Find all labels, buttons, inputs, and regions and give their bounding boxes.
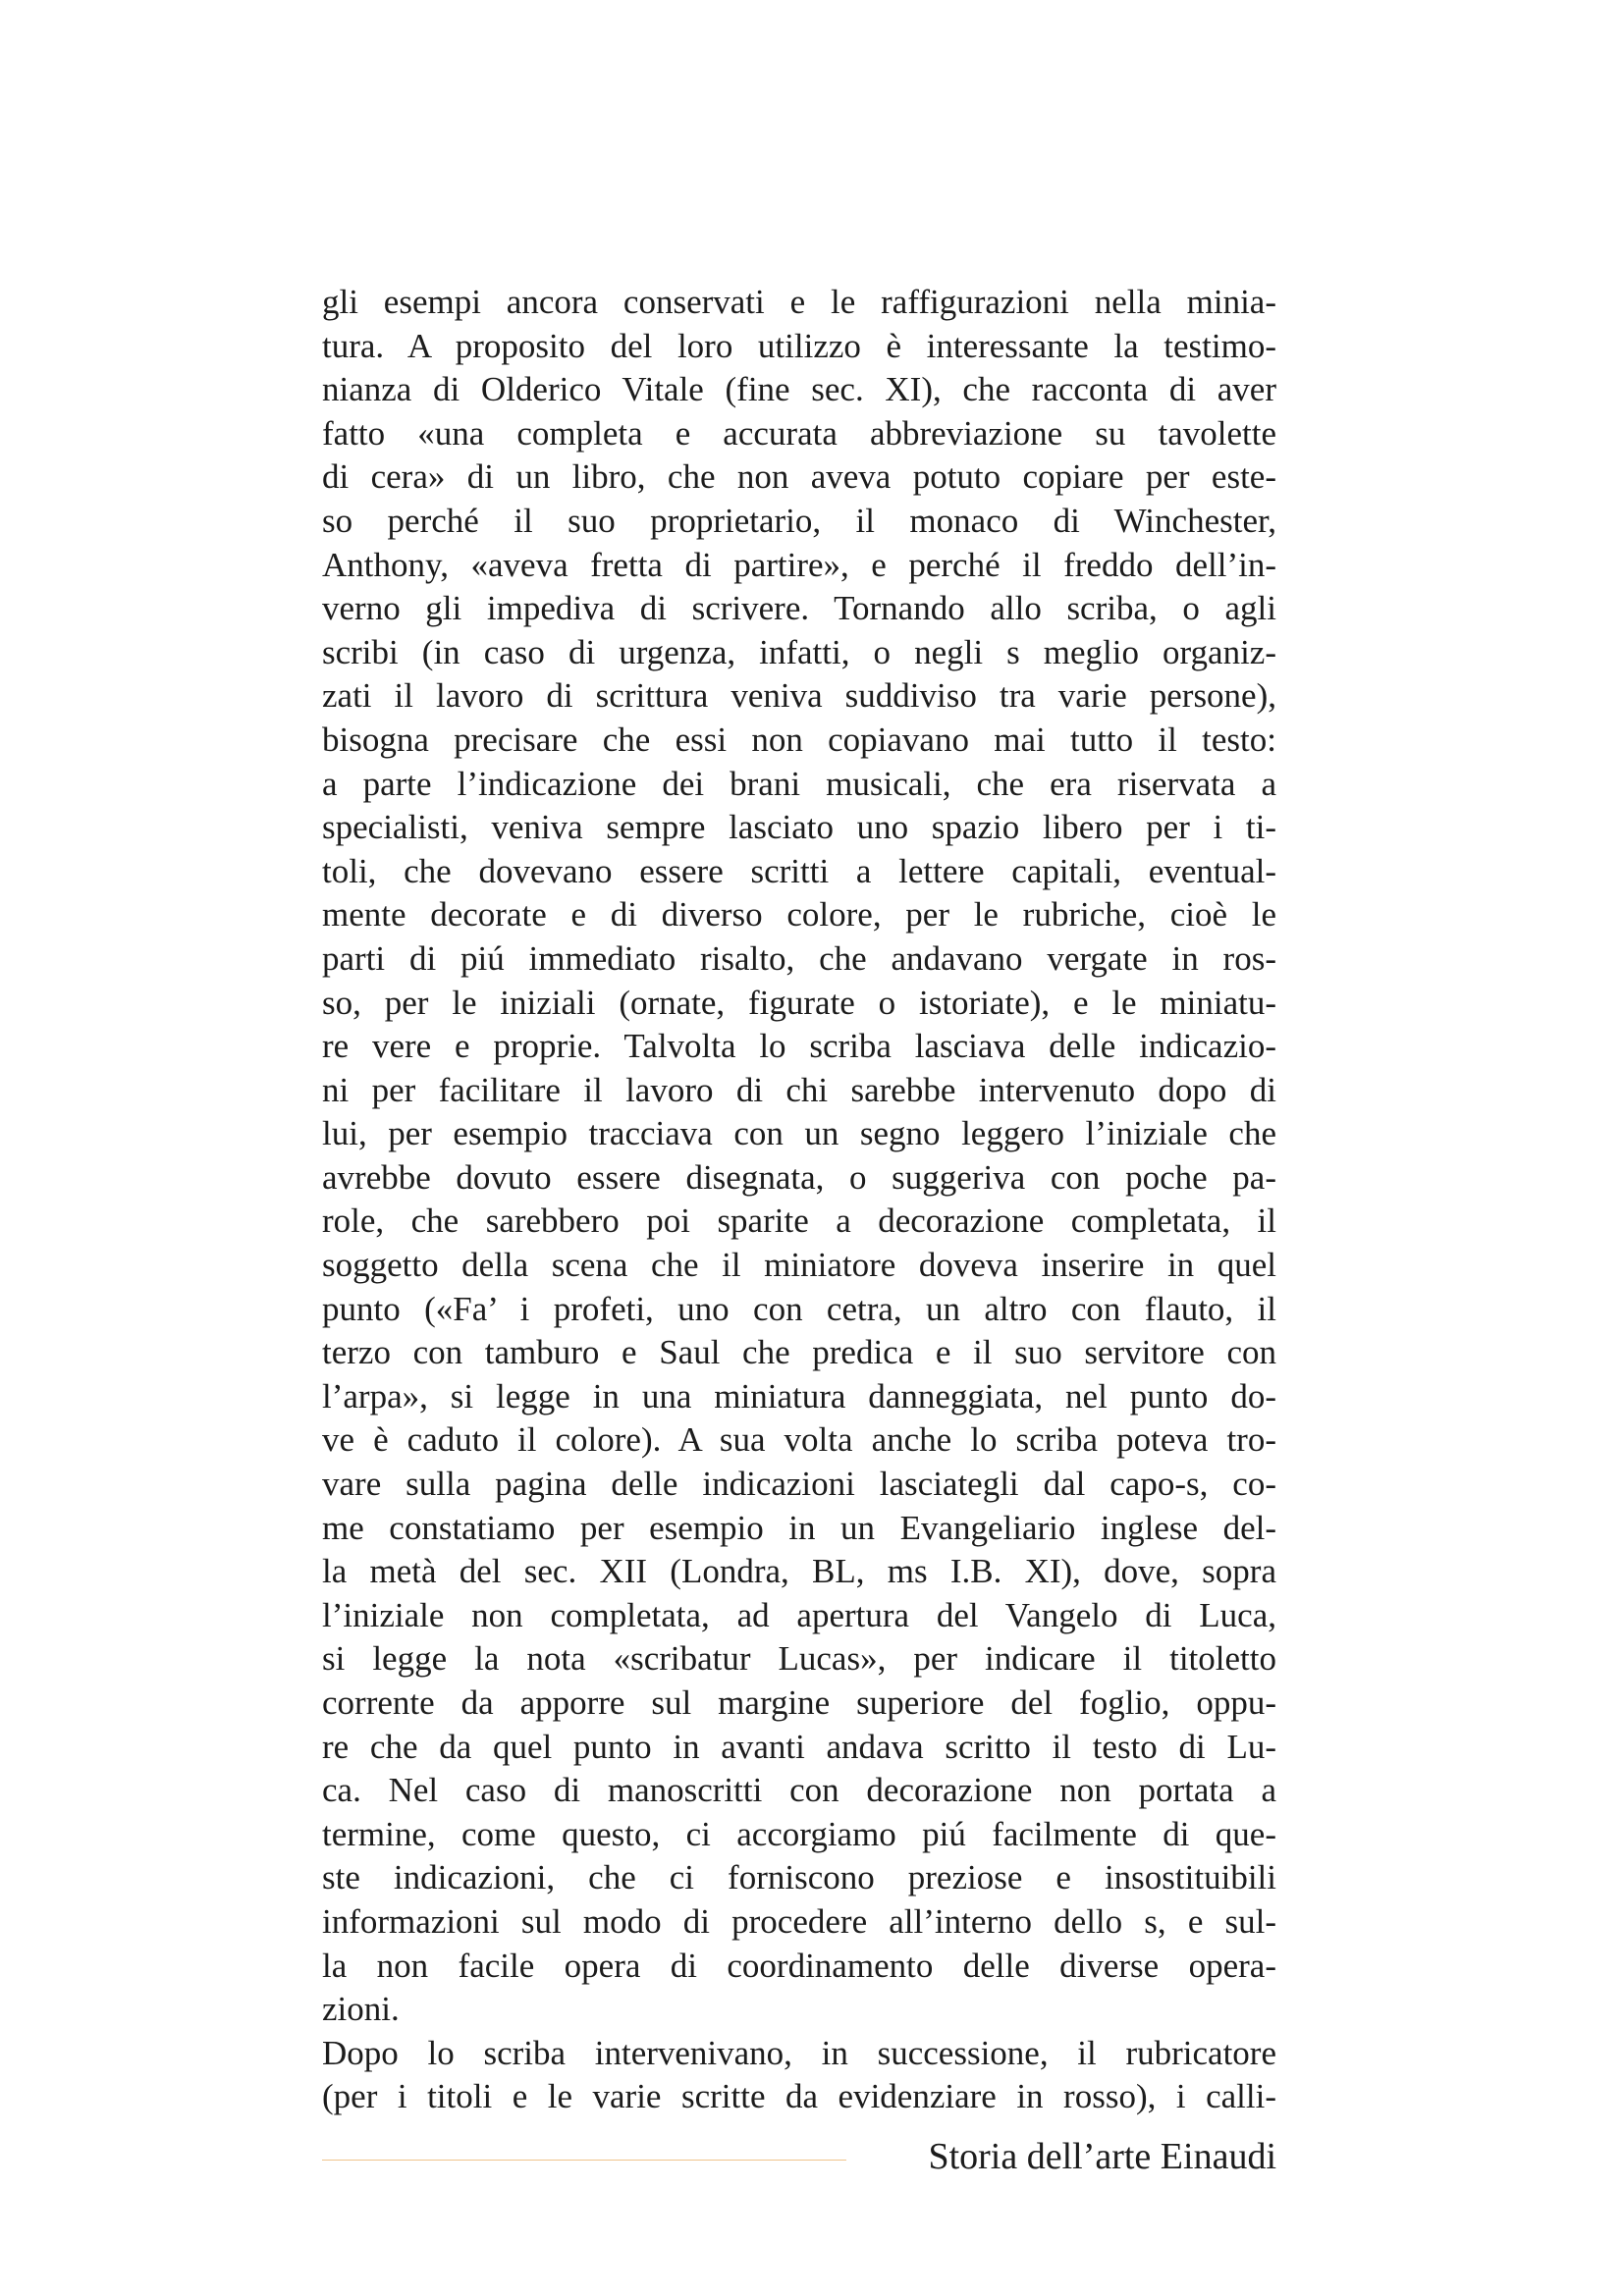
text-line: zati il lavoro di scrittura veniva suddiviso tra varie persone), <box>322 676 1276 716</box>
text-line: ca. Nel caso di manoscritti con decorazione non portata a <box>322 1771 1276 1810</box>
text-line: scribi (in caso di urgenza, infatti, o negli s meglio organiz- <box>322 632 1276 671</box>
text-line: Dopo lo scriba intervenivano, in successione, il rubricatore <box>322 2033 1276 2072</box>
text-line: terzo con tamburo e Saul che predica e il suo servitore con <box>322 1333 1276 1372</box>
text-line: ni per facilitare il lavoro di chi sarebbe intervenuto dopo di <box>322 1070 1276 1109</box>
text-line: specialisti, veniva sempre lasciato uno spazio libero per i ti- <box>322 808 1276 847</box>
text-line: soggetto della scena che il miniatore doveva inserire in quel <box>322 1246 1276 1285</box>
text-line: a parte l’indicazione dei brani musicali, che era riservata a <box>322 764 1276 803</box>
text-line: so, per le iniziali (ornate, figurate o istoriate), e le miniatu- <box>322 983 1276 1022</box>
text-line: Anthony, «aveva fretta di partire», e perché il freddo dell’in- <box>322 545 1276 584</box>
footer-title: Storia dell’arte Einaudi <box>928 2136 1276 2177</box>
text-line: ste indicazioni, che ci forniscono preziose e insostituibili <box>322 1858 1276 1897</box>
text-line: la metà del sec. XII (Londra, BL, ms I.B. XI), dove, sopra <box>322 1552 1276 1591</box>
body-text <box>322 281 1276 2119</box>
text-line: mente decorate e di diverso colore, per le rubriche, cioè le <box>322 895 1276 934</box>
text-line: role, che sarebbero poi sparite a decorazione completata, il <box>322 1201 1276 1241</box>
text-line: nianza di Olderico Vitale (fine sec. XI), che racconta di aver <box>322 370 1276 409</box>
text-line: fatto «una completa e accurata abbreviazione su tavolette <box>322 413 1276 453</box>
text-line: me constatiamo per esempio in un Evangeliario inglese del- <box>322 1508 1276 1547</box>
text-line: ve è caduto il colore). A sua volta anche lo scriba poteva tro- <box>322 1420 1276 1460</box>
text-line: la non facile opera di coordinamento delle diverse opera- <box>322 1946 1276 1985</box>
footer-rule <box>322 2160 846 2161</box>
text-line: re vere e proprie. Talvolta lo scriba lasciava delle indicazio- <box>322 1027 1276 1066</box>
text-line: avrebbe dovuto essere disegnata, o suggeriva con poche pa- <box>322 1157 1276 1197</box>
text-line: termine, come questo, ci accorgiamo piú facilmente di que- <box>322 1814 1276 1853</box>
text-line: (per i titoli e le varie scritte da evidenziare in rosso), i calli- <box>322 2077 1276 2116</box>
text-line: informazioni sul modo di procedere all’interno dello s, e sul- <box>322 1901 1276 1941</box>
text-line: gli esempi ancora conservati e le raffigurazioni nella minia- <box>322 283 1276 321</box>
text-line: zioni. <box>322 1990 400 2029</box>
text-line: tura. A proposito del loro utilizzo è interessante la testimo- <box>322 326 1276 365</box>
text-line: bisogna precisare che essi non copiavano mai tutto il testo: <box>322 720 1276 759</box>
text-line: verno gli impediva di scrivere. Tornando allo scriba, o agli <box>322 589 1276 628</box>
text-line: si legge la nota «scribatur Lucas», per indicare il titoletto <box>322 1639 1276 1679</box>
text-line: re che da quel punto in avanti andava scritto il testo di Lu- <box>322 1727 1276 1766</box>
text-line: vare sulla pagina delle indicazioni lasciategli dal capo-s, co- <box>322 1465 1276 1504</box>
text-line: toli, che dovevano essere scritti a lettere capitali, eventual- <box>322 851 1276 890</box>
text-line: lui, per esempio tracciava con un segno leggero l’iniziale che <box>322 1114 1276 1153</box>
text-line: l’iniziale non completata, ad apertura del Vangelo di Luca, <box>322 1595 1276 1634</box>
text-line: l’arpa», si legge in una miniatura danneggiata, nel punto do- <box>322 1376 1276 1415</box>
text-line: parti di piú immediato risalto, che andavano vergate in ros- <box>322 938 1276 978</box>
text-line: punto («Fa’ i profeti, uno con cetra, un altro con flauto, il <box>322 1289 1276 1328</box>
text-line: corrente da apporre sul margine superiore del foglio, oppu- <box>322 1683 1276 1722</box>
text-line: so perché il suo proprietario, il monaco di Winchester, <box>322 501 1276 540</box>
text-line: di cera» di un libro, che non aveva potuto copiare per este- <box>322 457 1276 497</box>
